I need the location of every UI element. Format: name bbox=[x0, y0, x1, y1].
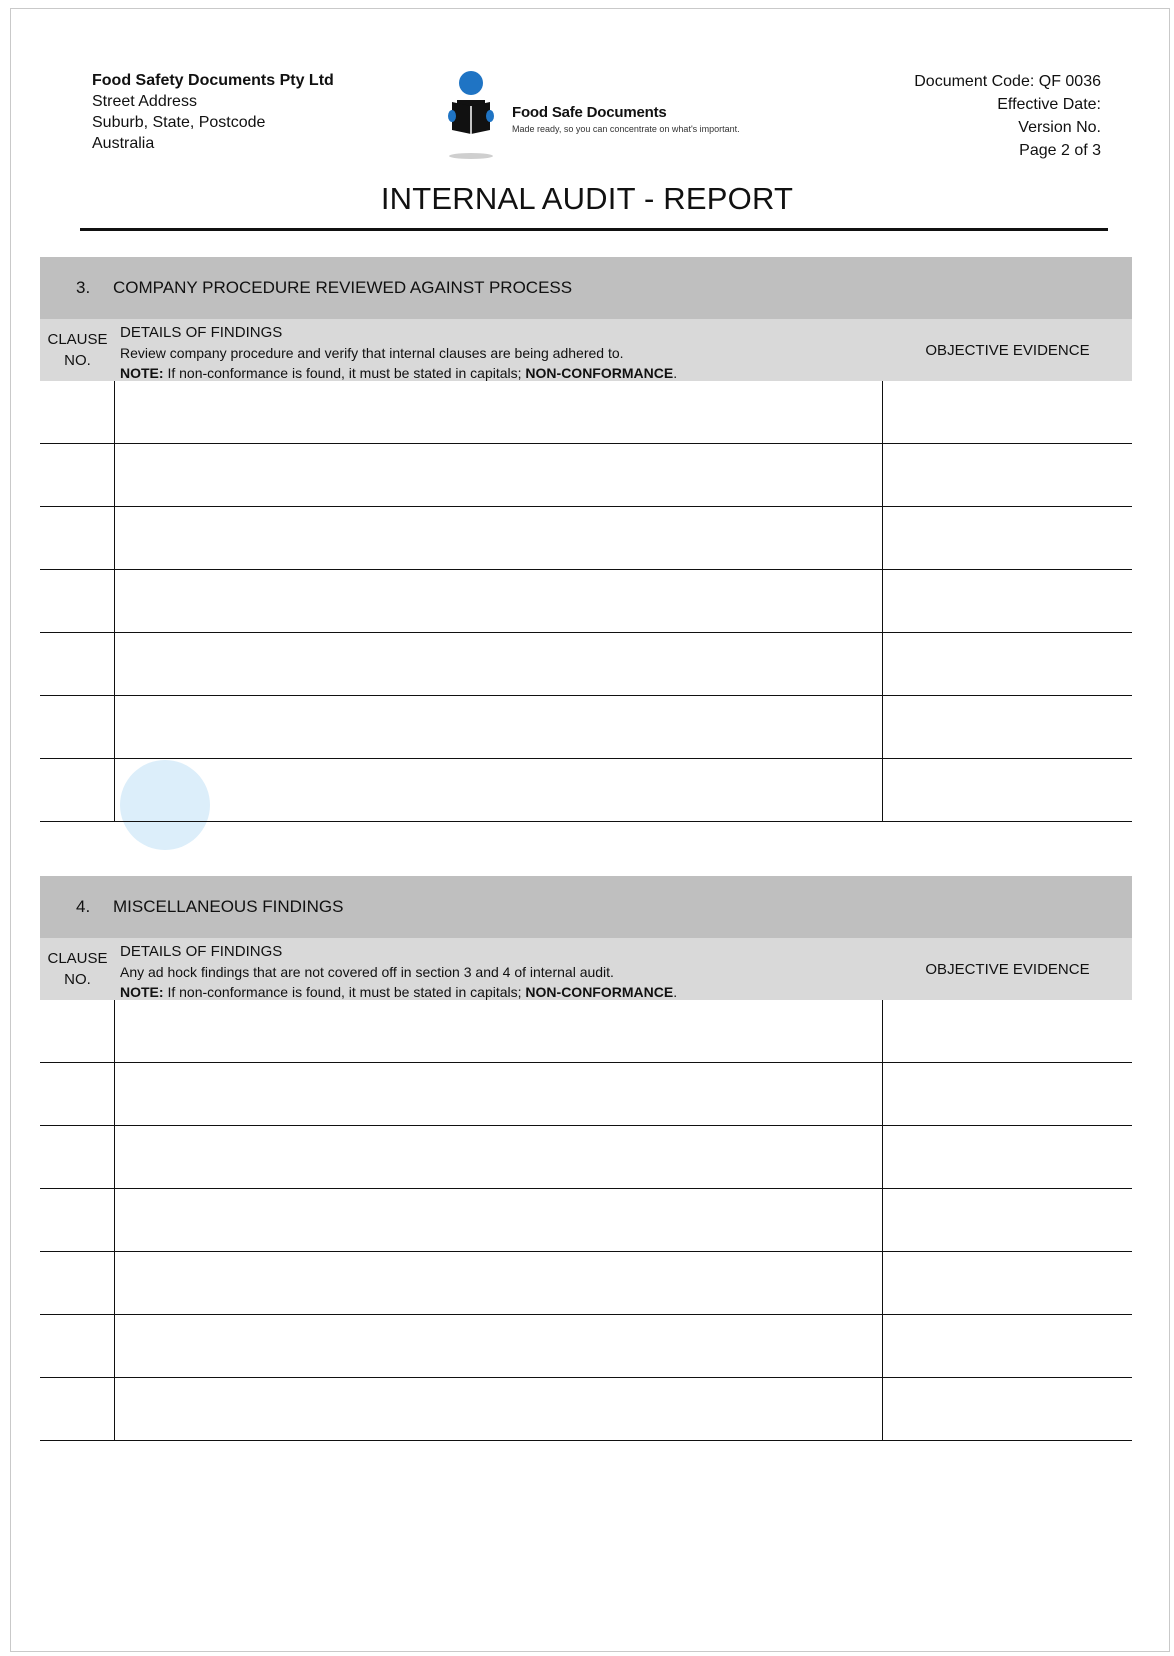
clause-no-header bbox=[40, 938, 115, 1000]
company-name: Food Safety Documents Pty Ltd bbox=[92, 72, 334, 89]
objective-evidence-cell[interactable] bbox=[883, 1378, 1132, 1440]
clause-header-line2: NO. bbox=[64, 352, 91, 369]
clause-header-line2: NO. bbox=[64, 971, 91, 988]
clause-no-cell[interactable] bbox=[40, 1378, 115, 1440]
non-conformance-note bbox=[120, 982, 883, 1002]
objective-evidence-cell[interactable] bbox=[883, 1126, 1132, 1188]
details-cell[interactable] bbox=[115, 1378, 883, 1440]
clause-no-cell[interactable] bbox=[40, 1252, 115, 1314]
details-cell[interactable] bbox=[115, 1252, 883, 1314]
details-cell[interactable] bbox=[115, 696, 883, 758]
table-row bbox=[40, 696, 1132, 759]
objective-evidence-cell[interactable] bbox=[883, 507, 1132, 569]
details-header-title: DETAILS OF FINDINGS bbox=[120, 943, 283, 960]
details-cell[interactable] bbox=[115, 759, 883, 821]
clause-no-cell[interactable] bbox=[40, 1126, 115, 1188]
note-emphasis: NON-CONFORMANCE bbox=[525, 365, 674, 381]
objective-evidence-cell[interactable] bbox=[883, 696, 1132, 758]
clause-no-cell[interactable] bbox=[40, 696, 115, 758]
clause-no-cell[interactable] bbox=[40, 633, 115, 695]
logo-title: Food Safe Documents bbox=[512, 104, 667, 121]
table-row bbox=[40, 444, 1132, 507]
clause-no-header bbox=[40, 319, 115, 381]
section-header bbox=[40, 257, 1132, 319]
table-row bbox=[40, 1000, 1132, 1063]
note-emphasis: NON-CONFORMANCE bbox=[525, 984, 674, 1000]
clause-no-cell[interactable] bbox=[40, 759, 115, 821]
objective-evidence-header: OBJECTIVE EVIDENCE bbox=[925, 960, 1090, 978]
objective-evidence-cell[interactable] bbox=[883, 1315, 1132, 1377]
section-title: MISCELLANEOUS FINDINGS bbox=[113, 897, 344, 916]
objective-evidence-cell[interactable] bbox=[883, 1189, 1132, 1251]
address-line-1: Street Address bbox=[92, 93, 197, 110]
table-row bbox=[40, 1315, 1132, 1378]
note-text: If non-conformance is found, it must be stated in capitals; bbox=[163, 365, 526, 381]
details-cell[interactable] bbox=[115, 1315, 883, 1377]
details-cell[interactable] bbox=[115, 1063, 883, 1125]
clause-no-cell[interactable] bbox=[40, 1063, 115, 1125]
column-header-row bbox=[40, 938, 1132, 1000]
table-row bbox=[40, 507, 1132, 570]
clause-header-line1: CLAUSE bbox=[47, 950, 108, 967]
document-title: INTERNAL AUDIT - REPORT bbox=[380, 181, 794, 216]
note-end: . bbox=[673, 365, 678, 381]
details-cell[interactable] bbox=[115, 1126, 883, 1188]
clause-no-cell[interactable] bbox=[40, 507, 115, 569]
table-row bbox=[40, 381, 1132, 444]
address-line-3: Australia bbox=[92, 135, 155, 152]
table-row bbox=[40, 1126, 1132, 1189]
table-row bbox=[40, 633, 1132, 696]
section-company-procedure bbox=[40, 257, 1132, 822]
clause-header-line1: CLAUSE bbox=[47, 331, 108, 348]
table-row bbox=[40, 1189, 1132, 1252]
table-row bbox=[40, 1063, 1132, 1126]
findings-table-body bbox=[40, 1000, 1132, 1441]
effective-date: Effective Date: bbox=[997, 96, 1101, 113]
details-cell[interactable] bbox=[115, 1189, 883, 1251]
section-number: 3. bbox=[76, 278, 91, 297]
findings-table-body bbox=[40, 381, 1132, 822]
clause-no-cell[interactable] bbox=[40, 570, 115, 632]
note-text: If non-conformance is found, it must be stated in capitals; bbox=[163, 984, 526, 1000]
address-line-2: Suburb, State, Postcode bbox=[92, 114, 266, 131]
table-row bbox=[40, 570, 1132, 633]
details-header-title: DETAILS OF FINDINGS bbox=[120, 324, 283, 341]
clause-no-cell[interactable] bbox=[40, 1000, 115, 1062]
company-logo bbox=[442, 70, 742, 162]
objective-evidence-cell[interactable] bbox=[883, 1063, 1132, 1125]
column-header-row bbox=[40, 319, 1132, 381]
section-number: 4. bbox=[76, 897, 91, 916]
details-cell[interactable] bbox=[115, 507, 883, 569]
document-info-block bbox=[914, 70, 1101, 162]
non-conformance-note bbox=[120, 363, 883, 383]
clause-no-cell[interactable] bbox=[40, 444, 115, 506]
objective-evidence-header: OBJECTIVE EVIDENCE bbox=[925, 341, 1090, 359]
table-row bbox=[40, 759, 1132, 822]
note-label: NOTE: bbox=[120, 984, 164, 1000]
clause-no-cell[interactable] bbox=[40, 1189, 115, 1251]
note-label: NOTE: bbox=[120, 365, 164, 381]
objective-evidence-cell[interactable] bbox=[883, 381, 1132, 443]
details-description: Any ad hock findings that are not covered off in section 3 and 4 of internal audit. bbox=[120, 964, 614, 980]
objective-evidence-cell[interactable] bbox=[883, 633, 1132, 695]
details-cell[interactable] bbox=[115, 1000, 883, 1062]
note-end: . bbox=[673, 984, 678, 1000]
clause-no-cell[interactable] bbox=[40, 1315, 115, 1377]
details-cell[interactable] bbox=[115, 570, 883, 632]
table-row bbox=[40, 1378, 1132, 1441]
logo-tagline: Made ready, so you can concentrate on what's important. bbox=[512, 124, 740, 134]
details-of-findings-header bbox=[115, 319, 883, 381]
document-code: Document Code: QF 0036 bbox=[914, 73, 1101, 90]
page-number: Page 2 of 3 bbox=[1019, 142, 1101, 159]
objective-evidence-cell[interactable] bbox=[883, 570, 1132, 632]
details-cell[interactable] bbox=[115, 381, 883, 443]
reader-logo-icon bbox=[442, 70, 502, 162]
details-cell[interactable] bbox=[115, 444, 883, 506]
section-miscellaneous-findings bbox=[40, 876, 1132, 1441]
objective-evidence-cell[interactable] bbox=[883, 1000, 1132, 1062]
clause-no-cell[interactable] bbox=[40, 381, 115, 443]
company-address-block bbox=[92, 70, 334, 154]
details-of-findings-header bbox=[115, 938, 883, 1000]
title-divider bbox=[80, 228, 1108, 231]
version-number: Version No. bbox=[1018, 119, 1101, 136]
objective-evidence-cell[interactable] bbox=[883, 1252, 1132, 1314]
section-header bbox=[40, 876, 1132, 938]
objective-evidence-cell[interactable] bbox=[883, 759, 1132, 821]
details-cell[interactable] bbox=[115, 633, 883, 695]
objective-evidence-cell[interactable] bbox=[883, 444, 1132, 506]
details-description: Review company procedure and verify that internal clauses are being adhered to. bbox=[120, 345, 624, 361]
table-row bbox=[40, 1252, 1132, 1315]
section-title: COMPANY PROCEDURE REVIEWED AGAINST PROCESS bbox=[113, 278, 573, 297]
